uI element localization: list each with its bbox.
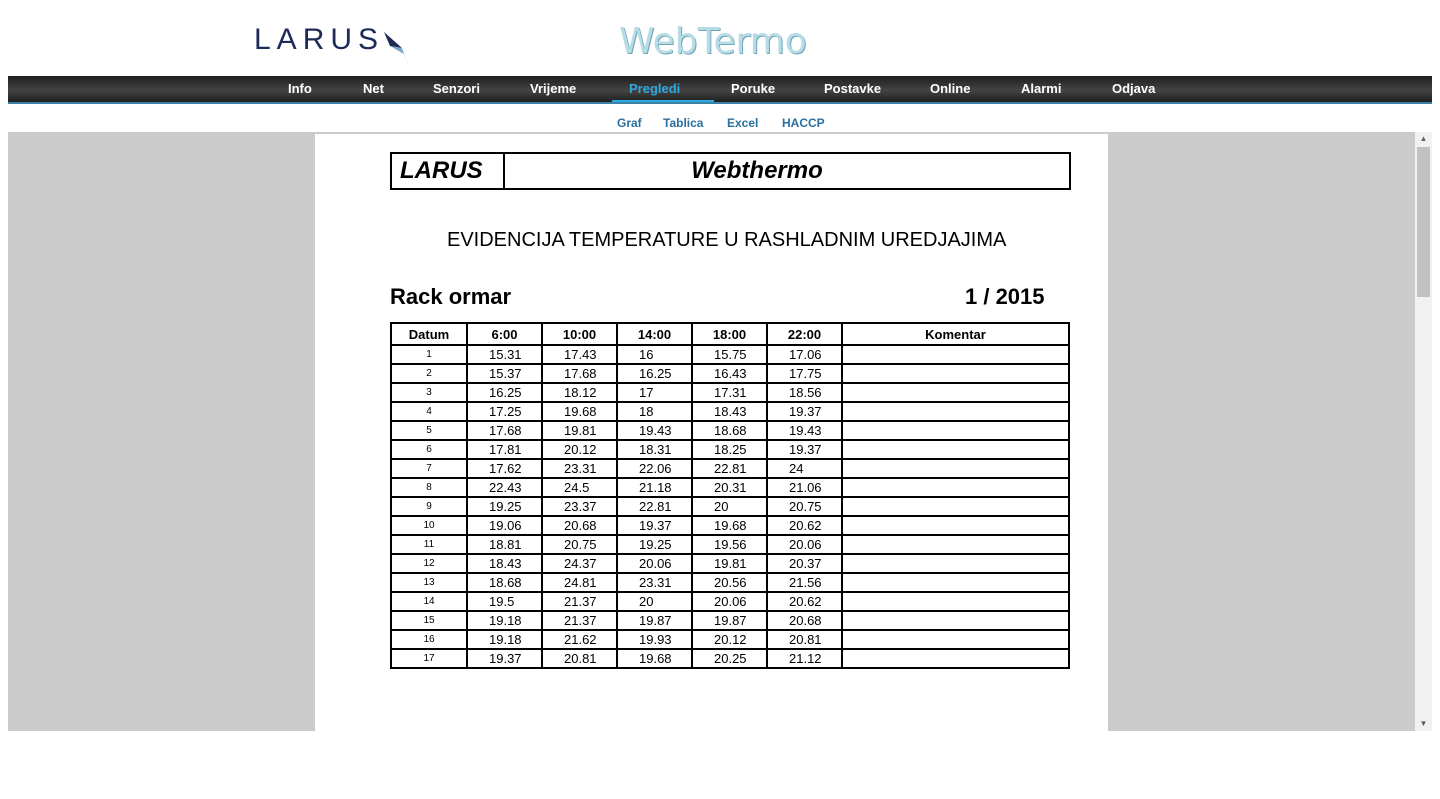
table-row [391,630,1069,649]
comment-cell [842,516,1069,535]
temperature-cell: 18.81 [467,535,542,554]
temperature-cell: 24.81 [542,573,617,592]
subnav-haccp[interactable]: HACCP [782,116,825,130]
column-header: 10:00 [542,323,617,345]
temperature-cell: 18.56 [767,383,842,402]
scroll-down-arrow-icon[interactable]: ▼ [1419,719,1428,728]
table-body [391,345,1069,668]
temperature-cell: 19.37 [467,649,542,668]
table-row [391,421,1069,440]
comment-cell [842,554,1069,573]
column-header: 6:00 [467,323,542,345]
temperature-cell: 20.81 [542,649,617,668]
temperature-cell: 20 [617,592,692,611]
device-name: Rack ormar [390,284,512,309]
temperature-cell: 18.25 [692,440,767,459]
nav-item-pregledi[interactable]: Pregledi [629,81,681,96]
temperature-cell: 21.37 [542,592,617,611]
temperature-cell: 19.43 [767,421,842,440]
temperature-cell: 21.62 [542,630,617,649]
temperature-cell: 22.81 [617,497,692,516]
temperature-cell: 17.25 [467,402,542,421]
temperature-cell: 18.31 [617,440,692,459]
column-header: 18:00 [692,323,767,345]
document-title: EVIDENCIJA TEMPERATURE U RASHLADNIM UREDJAJIMA [447,229,1007,251]
temperature-cell: 19.37 [767,402,842,421]
document-viewer[interactable] [8,132,1432,731]
temperature-cell: 17.06 [767,345,842,364]
temperature-cell: 20.12 [542,440,617,459]
temperature-cell: 19.68 [692,516,767,535]
column-header: Komentar [842,323,1069,345]
temperature-cell: 19.87 [692,611,767,630]
document-header-product: Webthermo [691,157,823,184]
table-row [391,364,1069,383]
date-cell: 9 [391,497,467,516]
temperature-cell: 22.43 [467,478,542,497]
temperature-cell: 19.68 [617,649,692,668]
comment-cell [842,440,1069,459]
temperature-cell: 17.68 [467,421,542,440]
comment-cell [842,630,1069,649]
temperature-cell: 19.81 [692,554,767,573]
date-cell: 11 [391,535,467,554]
nav-item-info[interactable]: Info [288,81,312,96]
temperature-cell: 23.31 [542,459,617,478]
temperature-cell: 20 [692,497,767,516]
comment-cell [842,535,1069,554]
temperature-cell: 19.25 [617,535,692,554]
temperature-cell: 19.37 [767,440,842,459]
comment-cell [842,459,1069,478]
date-cell: 12 [391,554,467,573]
temperature-cell: 20.75 [542,535,617,554]
temperature-cell: 20.68 [542,516,617,535]
date-cell: 17 [391,649,467,668]
period-label: 1 / 2015 [965,284,1045,309]
temperature-cell: 24 [767,459,842,478]
temperature-cell: 21.37 [542,611,617,630]
date-cell: 3 [391,383,467,402]
temperature-cell: 20.25 [692,649,767,668]
scroll-thumb[interactable] [1417,147,1430,297]
table-row [391,516,1069,535]
temperature-cell: 18.12 [542,383,617,402]
temperature-cell: 21.06 [767,478,842,497]
column-header: Datum [391,323,467,345]
temperature-cell: 17.68 [542,364,617,383]
temperature-cell: 18 [617,402,692,421]
bird-icon [380,24,414,72]
temperature-cell: 19.25 [467,497,542,516]
temperature-cell: 17.81 [467,440,542,459]
temperature-cell: 21.56 [767,573,842,592]
temperature-cell: 24.5 [542,478,617,497]
temperature-cell: 15.31 [467,345,542,364]
comment-cell [842,345,1069,364]
temperature-cell: 16 [617,345,692,364]
temperature-cell: 15.37 [467,364,542,383]
date-cell: 14 [391,592,467,611]
temperature-cell: 20.68 [767,611,842,630]
temperature-cell: 19.37 [617,516,692,535]
date-cell: 4 [391,402,467,421]
table-row [391,649,1069,668]
column-header: 14:00 [617,323,692,345]
subnav-graf[interactable]: Graf [617,116,642,130]
subnav-excel[interactable]: Excel [727,116,759,130]
nav-item-online[interactable]: Online [930,81,971,96]
document-header [390,152,1071,190]
date-cell: 10 [391,516,467,535]
larus-logo [254,22,414,70]
temperature-cell: 20.62 [767,516,842,535]
date-cell: 15 [391,611,467,630]
temperature-cell: 15.75 [692,345,767,364]
temperature-cell: 19.68 [542,402,617,421]
temperature-cell: 23.37 [542,497,617,516]
comment-cell [842,573,1069,592]
temperature-cell: 18.43 [467,554,542,573]
table-row [391,402,1069,421]
temperature-cell: 21.12 [767,649,842,668]
nav-item-alarmi[interactable]: Alarmi [1021,81,1062,96]
temperature-cell: 19.5 [467,592,542,611]
temperature-cell: 19.93 [617,630,692,649]
nav-item-vrijeme[interactable]: Vrijeme [530,81,577,96]
date-cell: 6 [391,440,467,459]
table-row [391,345,1069,364]
temperature-cell: 24.37 [542,554,617,573]
temperature-cell: 20.56 [692,573,767,592]
table-row [391,478,1069,497]
temperature-cell: 19.87 [617,611,692,630]
temperature-cell: 18.43 [692,402,767,421]
temperature-cell: 20.06 [692,592,767,611]
main-nav [8,76,1432,104]
date-cell: 1 [391,345,467,364]
temperature-cell: 16.25 [467,383,542,402]
temperature-cell: 20.12 [692,630,767,649]
comment-cell [842,364,1069,383]
table-row [391,592,1069,611]
temperature-table [390,322,1070,669]
nav-item-net[interactable]: Net [363,81,384,96]
document-header-company: LARUS [392,154,505,188]
temperature-cell: 19.18 [467,630,542,649]
temperature-cell: 18.68 [692,421,767,440]
temperature-cell: 20.31 [692,478,767,497]
temperature-cell: 19.56 [692,535,767,554]
larus-logo-text: LARUS [254,23,385,56]
date-cell: 13 [391,573,467,592]
nav-item-odjava[interactable]: Odjava [1112,81,1156,96]
date-cell: 16 [391,630,467,649]
temperature-cell: 18.68 [467,573,542,592]
temperature-cell: 20.75 [767,497,842,516]
temperature-cell: 20.06 [617,554,692,573]
temperature-cell: 19.06 [467,516,542,535]
temperature-cell: 20.62 [767,592,842,611]
temperature-cell: 19.43 [617,421,692,440]
comment-cell [842,421,1069,440]
temperature-cell: 17.75 [767,364,842,383]
temperature-cell: 19.81 [542,421,617,440]
temperature-cell: 22.81 [692,459,767,478]
comment-cell [842,592,1069,611]
vertical-scrollbar[interactable] [1415,132,1432,731]
comment-cell [842,611,1069,630]
comment-cell [842,497,1069,516]
temperature-cell: 20.37 [767,554,842,573]
nav-item-poruke[interactable]: Poruke [731,81,776,96]
document-page [315,134,1108,731]
table-row [391,383,1069,402]
temperature-cell: 23.31 [617,573,692,592]
scroll-up-arrow-icon[interactable]: ▲ [1419,134,1428,143]
table-row [391,497,1069,516]
column-header: 22:00 [767,323,842,345]
comment-cell [842,383,1069,402]
table-row [391,440,1069,459]
table-row [391,535,1069,554]
temperature-cell: 20.06 [767,535,842,554]
temperature-cell: 17 [617,383,692,402]
table-row [391,554,1069,573]
comment-cell [842,649,1069,668]
table-row [391,459,1069,478]
date-cell: 2 [391,364,467,383]
active-tab-indicator [612,100,714,102]
comment-cell [842,478,1069,497]
temperature-cell: 19.18 [467,611,542,630]
comment-cell [842,402,1069,421]
temperature-cell: 16.25 [617,364,692,383]
temperature-cell: 17.62 [467,459,542,478]
table-row [391,573,1069,592]
temperature-cell: 16.43 [692,364,767,383]
temperature-cell: 17.31 [692,383,767,402]
date-cell: 8 [391,478,467,497]
table-row [391,611,1069,630]
temperature-cell: 17.43 [542,345,617,364]
subnav-tablica[interactable]: Tablica [663,116,704,130]
table-header-row [391,323,1069,345]
temperature-cell: 20.81 [767,630,842,649]
webtermo-logo: WebTermo [619,21,807,62]
date-cell: 5 [391,421,467,440]
date-cell: 7 [391,459,467,478]
temperature-cell: 21.18 [617,478,692,497]
nav-item-senzori[interactable]: Senzori [433,81,480,96]
temperature-cell: 22.06 [617,459,692,478]
nav-item-postavke[interactable]: Postavke [824,81,882,96]
